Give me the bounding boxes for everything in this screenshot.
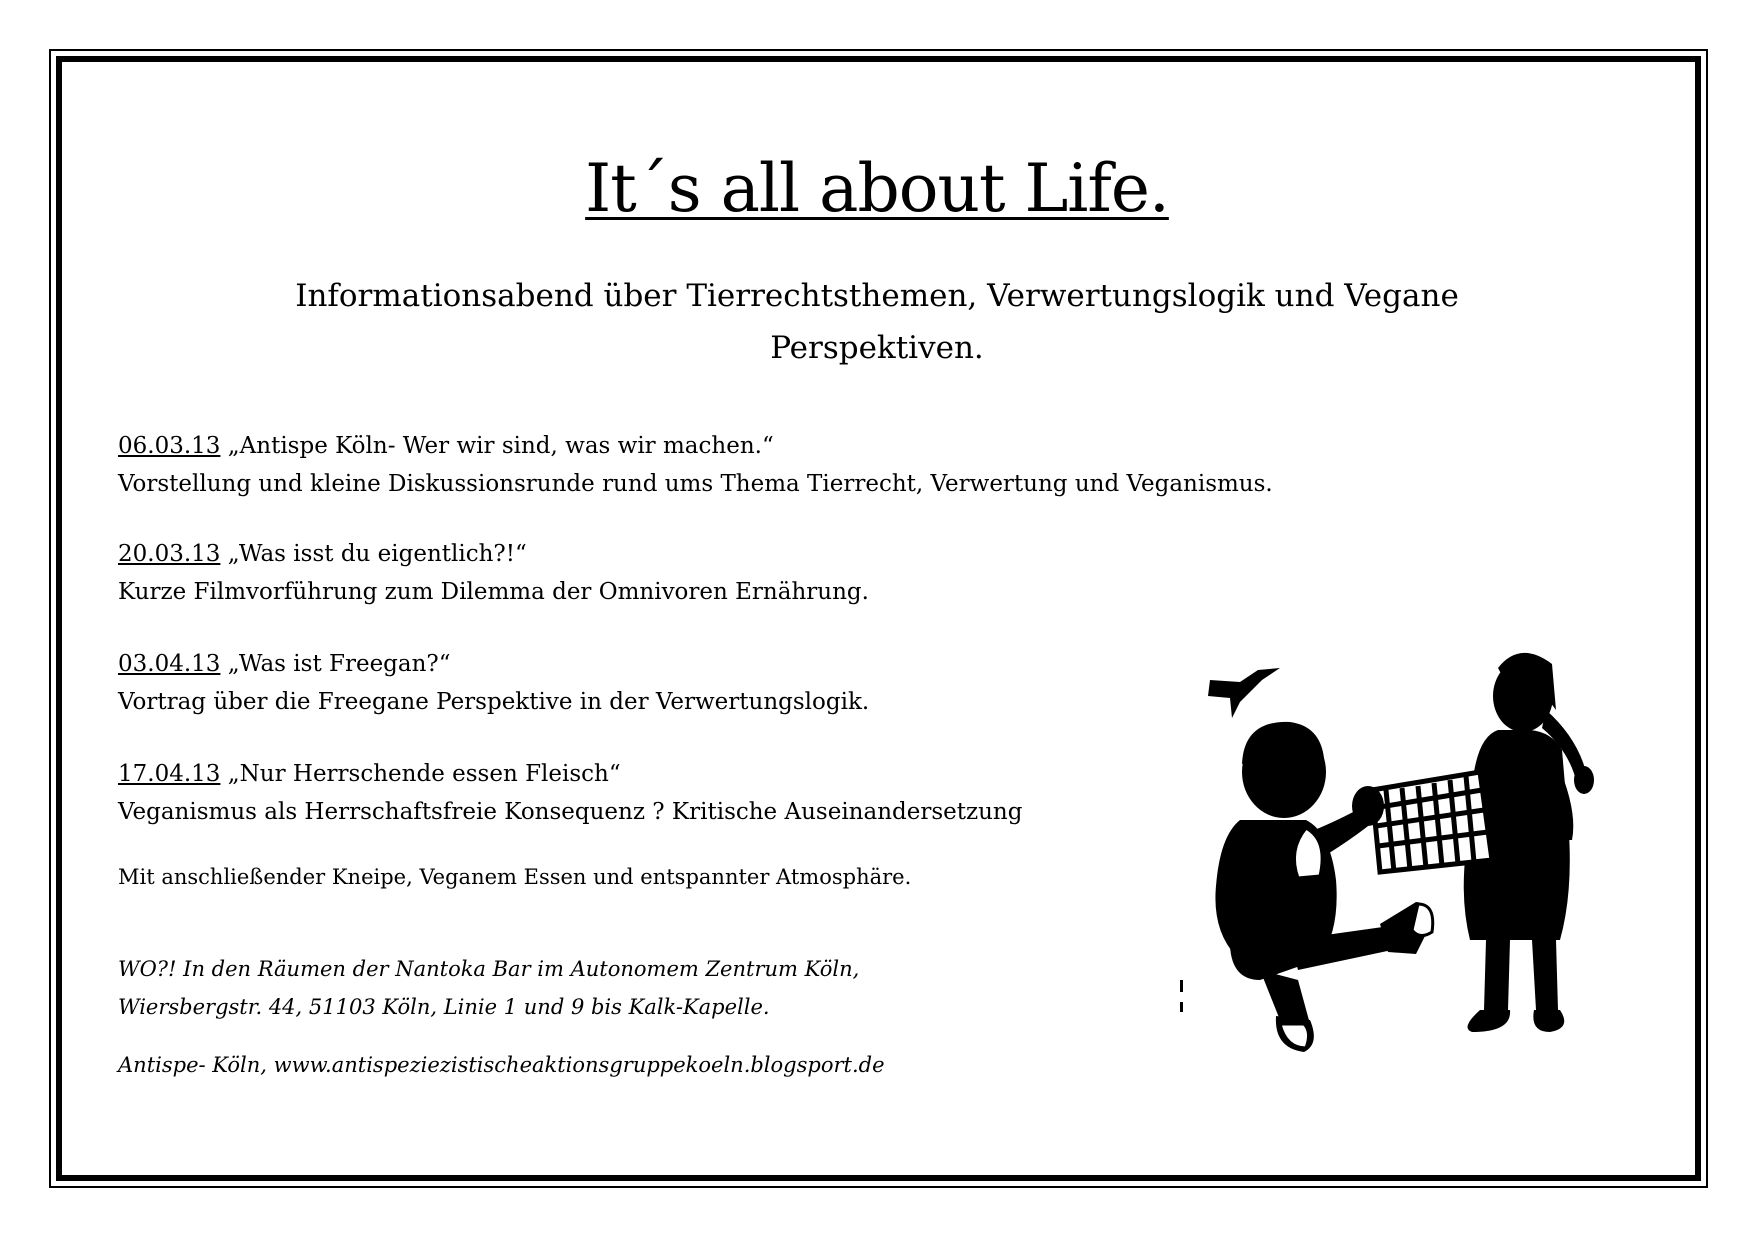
event-heading xyxy=(118,427,1273,465)
event-heading xyxy=(118,645,869,683)
closing-note: Mit anschließender Kneipe, Veganem Essen und entspannter Atmosphäre. xyxy=(118,865,912,889)
event-description: Kurze Filmvorführung zum Dilemma der Omnivoren Ernährung. xyxy=(118,579,869,605)
event-date: 20.03.13 xyxy=(118,541,221,567)
event-date: 17.04.13 xyxy=(118,761,221,787)
subtitle-line-1: Informationsabend über Tierrechtsthemen, Verwertungslogik und Vegane xyxy=(295,278,1459,314)
event-2 xyxy=(118,535,869,611)
subtitle-line-2: Perspektiven. xyxy=(770,330,984,366)
event-1 xyxy=(118,427,1273,503)
flyer-title: It´s all about Life. xyxy=(585,150,1169,227)
event-title: „Was ist Freegan?“ xyxy=(220,651,451,677)
location-line-1: WO?! In den Räumen der Nantoka Bar im Autonomem Zentrum Köln, xyxy=(118,957,860,981)
event-description: Veganismus als Herrschaftsfreie Konsequenz ? Kritische Auseinandersetzung xyxy=(118,799,1023,825)
event-title: „Antispe Köln- Wer wir sind, was wir machen.“ xyxy=(220,433,774,459)
event-date: 03.04.13 xyxy=(118,651,221,677)
event-title: „Was isst du eigentlich?!“ xyxy=(220,541,527,567)
event-date: 06.03.13 xyxy=(118,433,221,459)
location-block xyxy=(118,950,859,1026)
event-heading xyxy=(118,755,1022,793)
children-with-birdcage-silhouette-icon xyxy=(1180,640,1660,1110)
event-4 xyxy=(118,755,1022,831)
contact-line: Antispe- Köln, www.antispeziezistischeaktionsgruppekoeln.blogsport.de xyxy=(118,1053,885,1077)
event-title: „Nur Herrschende essen Fleisch“ xyxy=(220,761,621,787)
location-line-2: Wiersbergstr. 44, 51103 Köln, Linie 1 und 9 bis Kalk-Kapelle. xyxy=(118,995,770,1019)
event-3 xyxy=(118,645,869,721)
event-description: Vorstellung und kleine Diskussionsrunde rund ums Thema Tierrecht, Verwertung und Veganismus. xyxy=(118,471,1273,497)
flyer-subtitle xyxy=(200,270,1554,374)
event-heading xyxy=(118,535,869,573)
event-description: Vortrag über die Freegane Perspektive in der Verwertungslogik. xyxy=(118,689,870,715)
